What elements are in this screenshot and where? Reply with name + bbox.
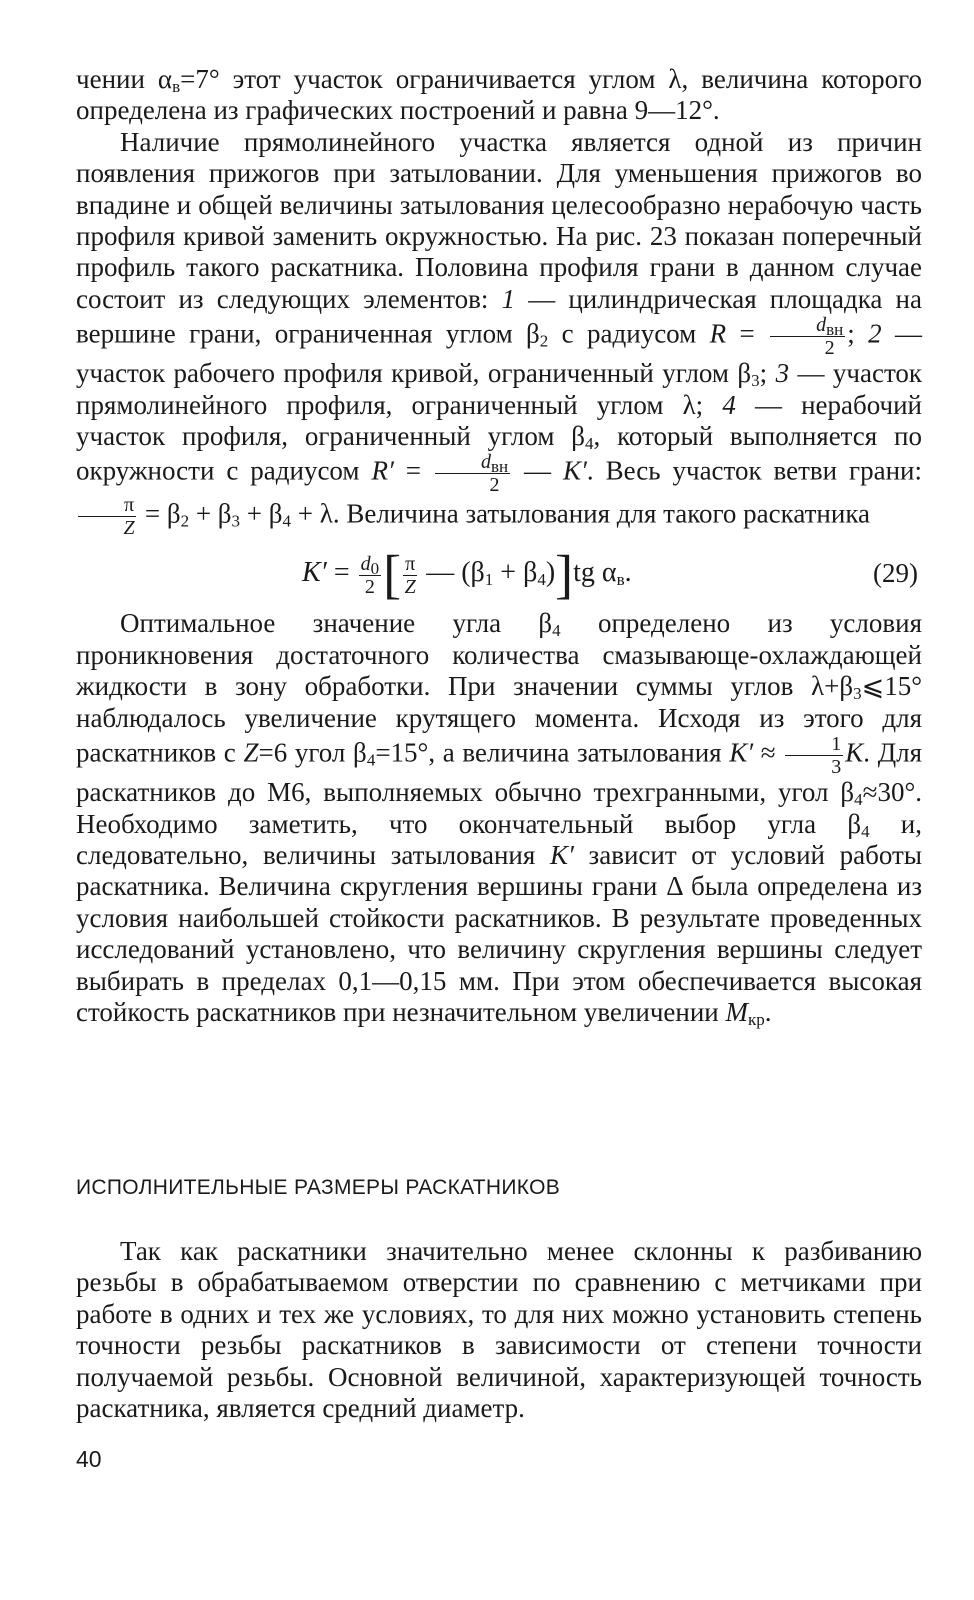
fraction-dvn-2-second: $\frac{d_{вн}}{2}$ [435,452,510,495]
section-heading: ИСПОЛНИТЕЛЬНЫЕ РАЗМЕРЫ РАСКАТНИКОВ [76,1176,561,1199]
equation-29 [76,538,922,608]
paragraph-2: Наличие прямолинейного участка является одной из причин появления прижогов при затыловании. Для уменьшения прижогов во впадине и общей величины затылования целесообразно нерабочую часть профиля кривой заменить окружностью. На рис. 23 показан поперечный профиль такого раскатника. Половина профиля грани в данном случае состоит из следующих элементов: 1 — цилиндрическая площадка на вершине грани, ограниченная углом $\beta_2$ с радиусом R = $\frac{d_{вн}}{2}$ ; 2 — участок рабочего профиля кривой, ограниченный углом $\beta_3$; 3 — участок прямолинейного профиля, ограниченный углом λ; 4 — нерабочий участок профиля, ограниченный углом $\beta_4$, который выполняется по окружности с радиусом R′ = $\frac{d_{вн}}{2}$ — K′. Весь участок ветви грани: $\frac{\pi}{Z}$ = $\beta_2 + \beta_3 + \beta_4 + \lambda$. Величина затылования для такого раскатника [76,126,923,540]
fraction-dvn-2: $\frac{d_{вн}}{2}$ [770,315,845,358]
fraction-pi-z: $\frac{\pi}{Z}$ [78,495,136,538]
fraction-one-third: $\frac{1}{3}$ [785,734,843,777]
body-text-bottom [76,1236,922,1424]
paragraph-3: Оптимальное значение угла $\beta_4$ определено из условия проникновения достаточного количества смазывающе-охлаждающей жидкости в зону обработки. При значении суммы углов $\lambda+\beta_3⩽15^\circ$ наблюдалось увеличение крутящего момента. Исходя из этого для раскатников с Z=6 угол $\beta_4=15^\circ$, а величина затылования K′ ≈ $\frac{1}{3}$ K. Для раскатников до М6, выполняемых обычно трехгранными, угол $\beta_4\approx 30^\circ$. Необходимо заметить, что окончательный выбор угла $\beta_4$ и, следовательно, величины затылования K′ зависит от условий работы раскатника. Величина скругления вершины грани Δ была определена из условия наибольшей стойкости раскатников. В результате проведенных исследований установлено, что величину скругления вершины следует выбирать в пределах 0,1—0,15 мм. При этом обеспечивается высокая стойкость раскатников при незначительном увеличении $M_{кр}$. [76,608,923,1029]
page-number: 40 [76,1446,102,1472]
paragraph-4: Так как раскатники значительно менее склонны к разбиванию резьбы в обрабатываемом отверстии по сравнению с метчиками при работе в одних и тех же условиях, то для них можно установить степень точности резьбы раскатников в зависимости от степени точности получаемой резьбы. Основной величиной, характеризующей точность раскатника, является средний диаметр. [76,1236,922,1424]
equation-number: (29) [873,558,918,589]
equation-body: K′ = $\frac{d_0}{2}$ [ $\frac{\pi}{Z}$ — $(\beta_1 + \beta_4)]tg$ $\alpha_в$. [302,545,632,606]
body-text-top [76,64,922,1028]
paragraph-1: чении $\alpha_в=7^\circ$ этот участок ограничивается углом λ, величина которого определена из графических построений и равна 9—12°. [76,64,922,126]
